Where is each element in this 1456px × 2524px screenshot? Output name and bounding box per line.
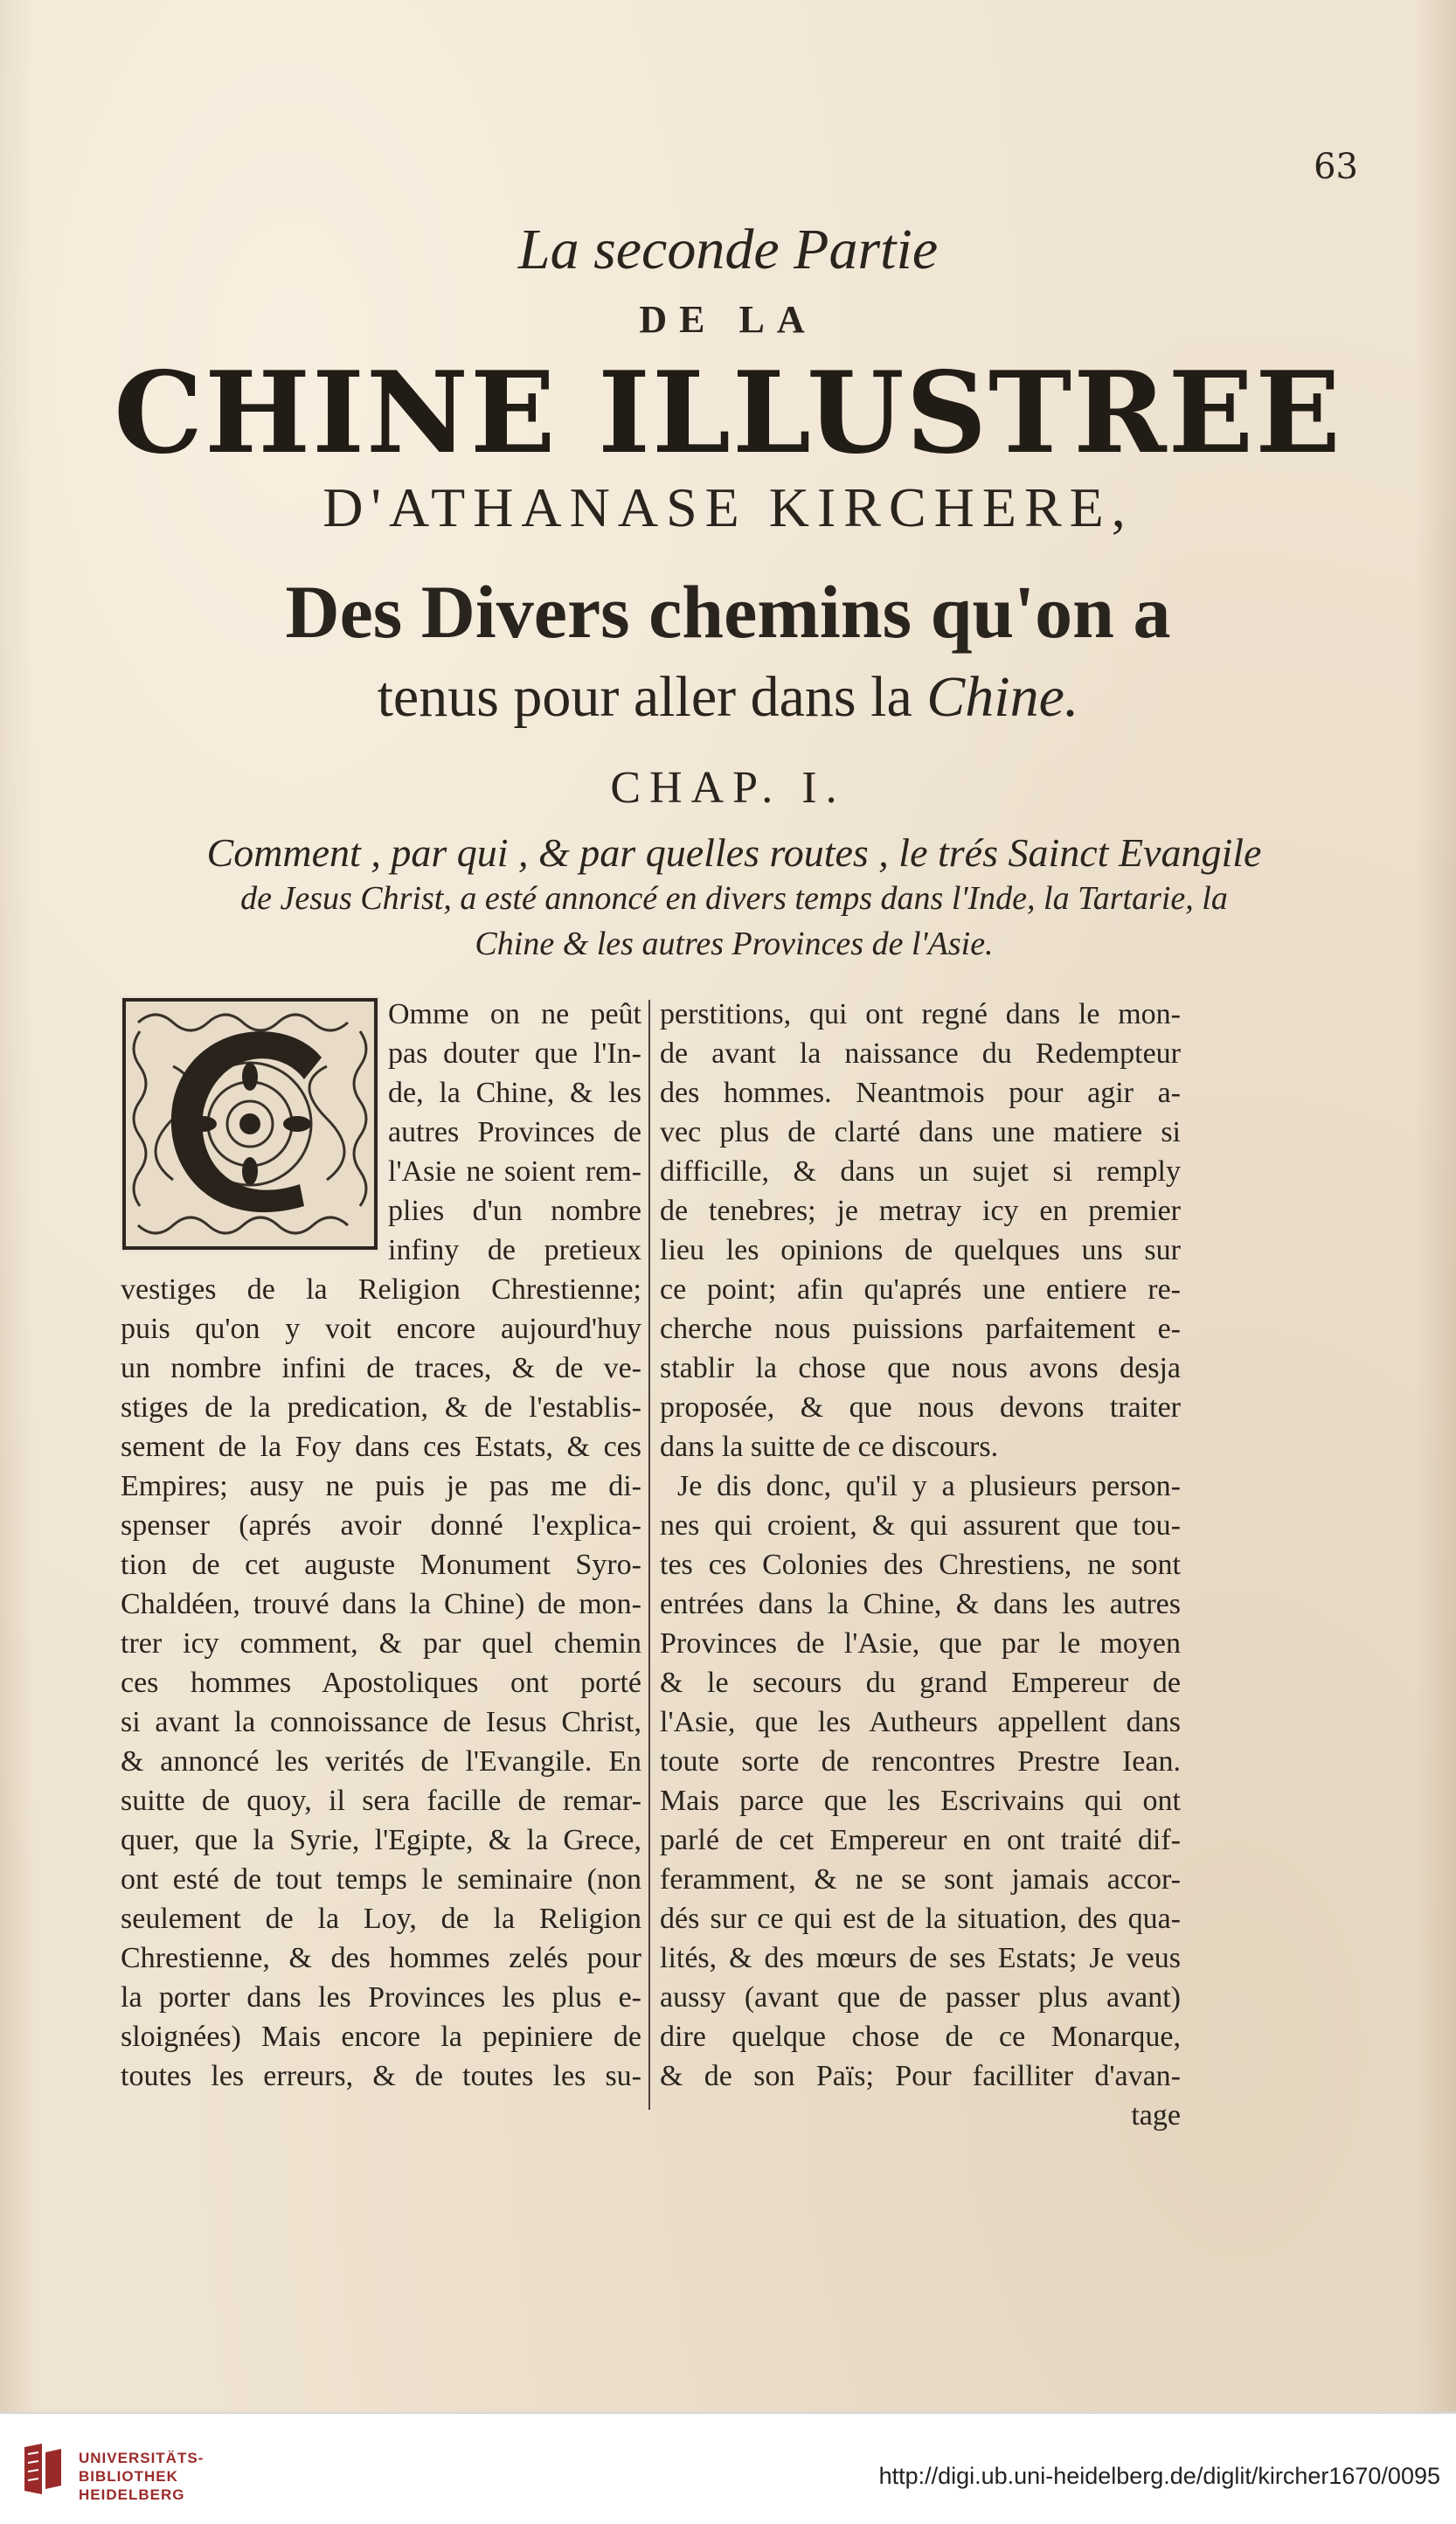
left-line: infiny de pretieux (388, 1234, 641, 1266)
column-divider (648, 1000, 650, 2110)
chapter-summary (114, 830, 1355, 967)
left-line: sloignées) Mais encore la pepiniere de (121, 2021, 641, 2053)
left-line: seulement de la Loy, de la Religion (121, 1903, 641, 1935)
left-line: plies d'un nombre (388, 1195, 641, 1227)
right-line: lités, & des mœurs de ses Estats; Je veus (660, 1942, 1181, 1974)
right-line: Provinces de l'Asie, que par le moyen (660, 1627, 1181, 1660)
library-name (79, 2449, 204, 2504)
right-line: Mais parce que les Escrivains qui ont (660, 1785, 1181, 1817)
summary-line-2: de Jesus Christ, a esté annoncé en divers temps dans l'Inde, la Tartarie, la (240, 880, 1228, 917)
right-line: dés sur ce qui est de la situation, des qua- (660, 1903, 1181, 1935)
left-line: un nombre infini de traces, & de ve- (121, 1352, 641, 1384)
left-line: & annoncé les verités de l'Evangile. En (121, 1745, 641, 1778)
author-title: D'ATHANASE KIRCHERE, (322, 476, 1134, 538)
right-column (660, 995, 1181, 2135)
section-title-2a: tenus pour aller dans la (377, 665, 927, 729)
right-line: dire quelque chose de ce Monarque, (660, 2021, 1181, 2053)
right-line: stablir la chose que nous avons desja (660, 1352, 1181, 1384)
left-line: sement de la Foy dans ces Estats, & ces (121, 1431, 641, 1463)
left-line: suitte de quoy, il sera facille de remar- (121, 1785, 641, 1817)
library-name-line-3: HEIDELBERG (79, 2486, 185, 2503)
left-line: vestiges de la Religion Chrestienne; (121, 1273, 641, 1306)
left-line: ont esté de tout temps le seminaire (non (121, 1863, 641, 1896)
library-name-line-2: BIBLIOTHEK (79, 2468, 178, 2485)
summary-line-3: Chine & les autres Provinces de l'Asie. (475, 926, 994, 962)
left-column (121, 995, 641, 2096)
left-line: spenser (aprés avoir donné l'explica- (121, 1509, 641, 1542)
main-title: CHINE ILLUSTREE (114, 348, 1342, 479)
right-line: difficille, & dans un sujet si remply (660, 1155, 1181, 1188)
section-title-2 (0, 664, 1456, 731)
right-line: dans la suitte de ce discours. (660, 1431, 999, 1463)
catchword: tage (1131, 2099, 1181, 2132)
right-line: Je dis donc, qu'il y a plusieurs person- (677, 1470, 1181, 1502)
footer-bar (0, 2412, 1456, 2524)
summary-line-1: Comment , par qui , & par quelles routes , le trés Sainct Evangile (206, 830, 1262, 875)
page-number: 63 (1314, 147, 1358, 187)
left-line: l'Asie ne soient rem- (388, 1155, 641, 1188)
left-line: ces hommes Apostoliques ont porté (121, 1667, 641, 1699)
right-line: de avant la naissance du Redempteur (660, 1037, 1181, 1070)
left-line: la porter dans les Provinces les plus e- (121, 1981, 641, 2014)
left-line: trer icy comment, & par quel chemin (121, 1627, 641, 1660)
left-line: pas douter que l'In- (388, 1037, 641, 1070)
title-de-la: DE LA (639, 298, 817, 341)
left-line: si avant la connoissance de Iesus Christ, (121, 1706, 641, 1738)
right-line: parlé de cet Empereur en ont traité dif- (660, 1824, 1181, 1856)
chapter-heading: CHAP. I. (610, 763, 846, 813)
right-line: toute sorte de rencontres Prestre Iean. (660, 1745, 1181, 1778)
left-line: de, la Chine, & les (388, 1077, 641, 1109)
right-line: aussy (avant que de passer plus avant) (660, 1981, 1181, 2014)
right-line: entrées dans la Chine, & dans les autres (660, 1588, 1181, 1620)
right-line: proposée, & que nous devons traiter (660, 1391, 1181, 1424)
right-line: vec plus de clarté dans une matiere si (660, 1116, 1181, 1148)
part-title: La seconde Partie (517, 218, 939, 281)
right-line: tes ces Colonies des Chrestiens, ne sont (660, 1549, 1181, 1581)
left-line: Chaldéen, trouvé dans la Chine) de mon- (121, 1588, 641, 1620)
left-line: Omme on ne peût (388, 998, 641, 1030)
left-line: Chrestienne, & des hommes zelés pour (121, 1942, 641, 1974)
right-line: & de son Païs; Pour facilliter d'avan- (660, 2060, 1181, 2092)
right-line: l'Asie, que les Autheurs appellent dans (660, 1706, 1181, 1738)
left-line: tion de cet auguste Monument Syro- (121, 1549, 641, 1581)
section-title: Des Divers chemins qu'on a (285, 570, 1171, 654)
library-name-line-1: UNIVERSITÄTS- (79, 2450, 205, 2466)
left-line: stiges de la predication, & de l'establis- (121, 1391, 641, 1424)
left-line: quer, que la Syrie, l'Egipte, & la Grece, (121, 1824, 641, 1856)
university-library-logo-icon (16, 2442, 66, 2498)
section-title-2b: Chine. (926, 665, 1079, 729)
left-line: toutes les erreurs, & de toutes les su- (121, 2060, 641, 2092)
right-line: des hommes. Neantmois pour agir a- (660, 1077, 1181, 1109)
right-line: perstitions, qui ont regné dans le mon- (660, 998, 1181, 1030)
right-line: lieu les opinions de quelques uns sur (660, 1234, 1181, 1266)
right-line: cherche nous puissions parfaitement e- (660, 1313, 1181, 1345)
left-line: puis qu'on y voit encore aujourd'huy (121, 1313, 641, 1345)
right-line: de tenebres; je metray icy en premier (660, 1195, 1181, 1227)
left-line: Empires; ausy ne puis je pas me di- (121, 1470, 641, 1502)
right-line: feramment, & ne se sont jamais accor- (660, 1863, 1181, 1896)
right-line: ce point; afin qu'aprés une entiere re- (660, 1273, 1181, 1306)
source-url-link[interactable]: http://digi.ub.uni-heidelberg.de/diglit/kircher1670/0095 (878, 2463, 1440, 2489)
right-line: & le secours du grand Empereur de (660, 1667, 1181, 1699)
right-line: nes qui croient, & qui assurent que tou- (660, 1509, 1181, 1542)
left-line: autres Provinces de (388, 1116, 641, 1148)
